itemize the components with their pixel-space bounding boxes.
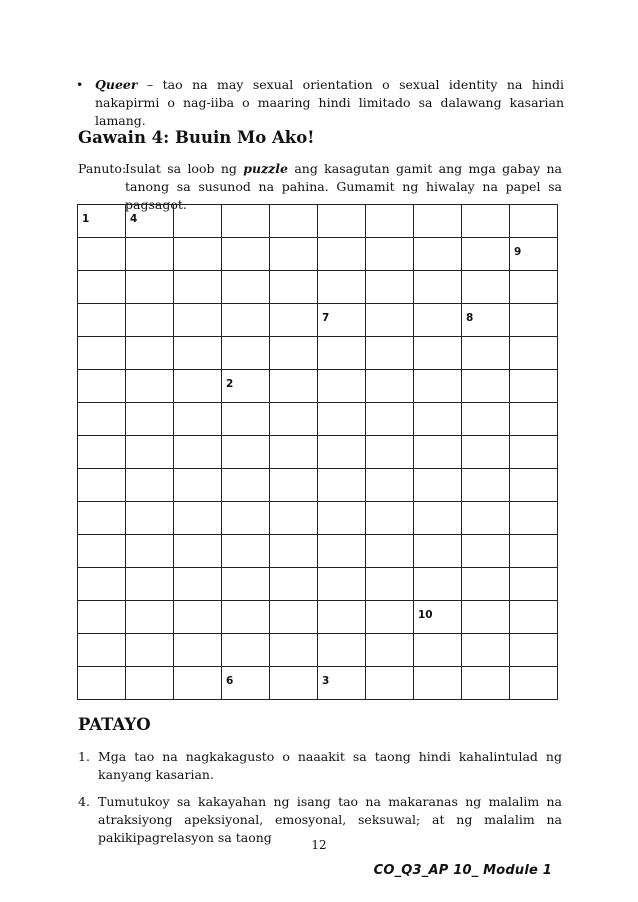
- grid-cell[interactable]: [414, 205, 462, 238]
- grid-cell[interactable]: [510, 370, 558, 403]
- grid-cell[interactable]: [78, 634, 126, 667]
- grid-cell[interactable]: [462, 304, 510, 337]
- grid-cell[interactable]: [78, 205, 126, 238]
- grid-cell[interactable]: [510, 535, 558, 568]
- grid-cell[interactable]: [366, 304, 414, 337]
- grid-cell[interactable]: [366, 535, 414, 568]
- grid-cell[interactable]: [78, 403, 126, 436]
- grid-cell[interactable]: [462, 502, 510, 535]
- instruction-puzzle-word: puzzle: [243, 161, 288, 176]
- grid-cell[interactable]: [126, 667, 174, 700]
- grid-cell[interactable]: [78, 568, 126, 601]
- grid-cell[interactable]: [414, 403, 462, 436]
- grid-cell[interactable]: [78, 238, 126, 271]
- instruction-label: Panuto:: [78, 161, 127, 176]
- grid-cell[interactable]: [270, 568, 318, 601]
- grid-cell[interactable]: [174, 436, 222, 469]
- grid-cell[interactable]: [318, 271, 366, 304]
- grid-cell[interactable]: [414, 601, 462, 634]
- grid-cell[interactable]: [78, 370, 126, 403]
- grid-row: [78, 502, 558, 535]
- grid-cell[interactable]: [78, 436, 126, 469]
- grid-cell[interactable]: [414, 271, 462, 304]
- grid-row: [78, 601, 558, 634]
- grid-cell[interactable]: [222, 205, 270, 238]
- grid-cell[interactable]: [126, 535, 174, 568]
- grid-cell[interactable]: [126, 502, 174, 535]
- grid-cell[interactable]: [270, 535, 318, 568]
- cell-number: 8: [466, 312, 474, 324]
- grid-cell[interactable]: [462, 205, 510, 238]
- grid-cell[interactable]: [462, 535, 510, 568]
- grid-cell[interactable]: [318, 601, 366, 634]
- grid-row: [78, 205, 558, 238]
- grid-cell[interactable]: [510, 601, 558, 634]
- grid-cell[interactable]: [270, 634, 318, 667]
- grid-cell[interactable]: [462, 469, 510, 502]
- grid-row: [78, 271, 558, 304]
- grid-cell[interactable]: [366, 568, 414, 601]
- grid-cell[interactable]: [366, 238, 414, 271]
- grid-cell[interactable]: [462, 337, 510, 370]
- grid-row: [78, 304, 558, 337]
- grid-cell[interactable]: [510, 403, 558, 436]
- grid-cell[interactable]: [174, 205, 222, 238]
- grid-cell[interactable]: [414, 568, 462, 601]
- grid-cell[interactable]: [222, 238, 270, 271]
- grid-row: [78, 403, 558, 436]
- clue-item: [78, 748, 562, 784]
- grid-cell[interactable]: [270, 469, 318, 502]
- grid-cell[interactable]: [174, 238, 222, 271]
- grid-cell[interactable]: [126, 634, 174, 667]
- grid-cell[interactable]: [318, 502, 366, 535]
- grid-cell[interactable]: [462, 436, 510, 469]
- grid-cell[interactable]: [126, 205, 174, 238]
- grid-cell[interactable]: [222, 271, 270, 304]
- grid-row: [78, 370, 558, 403]
- grid-cell[interactable]: [414, 502, 462, 535]
- grid-cell[interactable]: [174, 568, 222, 601]
- grid-cell[interactable]: [462, 370, 510, 403]
- grid-cell[interactable]: [270, 436, 318, 469]
- grid-cell[interactable]: [462, 634, 510, 667]
- grid-cell[interactable]: [222, 337, 270, 370]
- grid-cell[interactable]: [270, 370, 318, 403]
- grid-cell[interactable]: [222, 370, 270, 403]
- grid-row: [78, 238, 558, 271]
- grid-cell[interactable]: [510, 304, 558, 337]
- grid-cell[interactable]: [174, 337, 222, 370]
- grid-cell[interactable]: [270, 205, 318, 238]
- grid-cell[interactable]: [366, 634, 414, 667]
- grid-cell[interactable]: [510, 271, 558, 304]
- grid-row: [78, 568, 558, 601]
- grid-cell[interactable]: [270, 403, 318, 436]
- grid-cell[interactable]: [366, 469, 414, 502]
- bullet-icon: •: [76, 77, 84, 92]
- grid-cell[interactable]: [318, 304, 366, 337]
- grid-cell[interactable]: [318, 403, 366, 436]
- grid-cell[interactable]: [222, 634, 270, 667]
- grid-cell[interactable]: [270, 271, 318, 304]
- grid-cell[interactable]: [174, 535, 222, 568]
- grid-cell[interactable]: [366, 667, 414, 700]
- grid-cell[interactable]: [462, 601, 510, 634]
- grid-cell[interactable]: [222, 535, 270, 568]
- grid-cell[interactable]: [462, 667, 510, 700]
- grid-cell[interactable]: [318, 337, 366, 370]
- grid-row: [78, 535, 558, 568]
- grid-cell[interactable]: [414, 634, 462, 667]
- grid-cell[interactable]: [510, 502, 558, 535]
- grid-cell[interactable]: [174, 271, 222, 304]
- activity-title: Gawain 4: Buuin Mo Ako!: [78, 128, 315, 147]
- definition-text: [95, 76, 564, 130]
- clue-number: 4.: [78, 794, 90, 809]
- grid-cell[interactable]: [270, 304, 318, 337]
- grid-cell[interactable]: [126, 238, 174, 271]
- cell-number: 1: [82, 213, 90, 225]
- grid-cell[interactable]: [126, 370, 174, 403]
- grid-cell[interactable]: [126, 337, 174, 370]
- grid-cell[interactable]: [366, 271, 414, 304]
- grid-cell[interactable]: [270, 667, 318, 700]
- grid-cell[interactable]: [462, 271, 510, 304]
- grid-cell[interactable]: [510, 205, 558, 238]
- grid-cell[interactable]: [174, 469, 222, 502]
- grid-row: [78, 337, 558, 370]
- grid-cell[interactable]: [78, 304, 126, 337]
- cell-number: 4: [130, 213, 138, 225]
- grid-cell[interactable]: [318, 205, 366, 238]
- cell-number: 10: [418, 609, 433, 621]
- grid-cell[interactable]: [510, 238, 558, 271]
- grid-cell[interactable]: [78, 271, 126, 304]
- grid-cell[interactable]: [462, 403, 510, 436]
- instruction-after: ang kasagutan gamit ang mga gabay na tanong sa susunod na pahina. Gumamit ng hiwalay na papel sa pagsagot.: [125, 161, 563, 212]
- definition-body: – tao na may sexual orientation o sexual identity na hindi nakapirmi o nag-iiba o maaring hindi limitado sa dalawang kasarian lamang.: [95, 77, 564, 128]
- grid-cell[interactable]: [222, 667, 270, 700]
- grid-cell[interactable]: [366, 436, 414, 469]
- grid-cell[interactable]: [270, 337, 318, 370]
- grid-row: [78, 436, 558, 469]
- grid-cell[interactable]: [174, 502, 222, 535]
- grid-cell[interactable]: [78, 535, 126, 568]
- grid-cell[interactable]: [462, 238, 510, 271]
- grid-cell[interactable]: [366, 403, 414, 436]
- definition-queer: [78, 76, 564, 130]
- clue-text: Mga tao na nagkakagusto o naaakit sa taong hindi kahalintulad ng kanyang kasarian.: [98, 749, 562, 782]
- grid-cell[interactable]: [414, 337, 462, 370]
- grid-cell[interactable]: [126, 601, 174, 634]
- grid-cell[interactable]: [78, 601, 126, 634]
- grid-cell[interactable]: [126, 568, 174, 601]
- grid-cell[interactable]: [510, 568, 558, 601]
- grid-cell[interactable]: [414, 370, 462, 403]
- grid-cell[interactable]: [78, 337, 126, 370]
- grid-cell[interactable]: [78, 502, 126, 535]
- grid-cell[interactable]: [222, 601, 270, 634]
- page-number: 12: [311, 838, 327, 852]
- grid-cell[interactable]: [174, 667, 222, 700]
- grid-cell[interactable]: [318, 238, 366, 271]
- grid-cell[interactable]: [414, 535, 462, 568]
- grid-cell[interactable]: [510, 469, 558, 502]
- grid-cell[interactable]: [126, 436, 174, 469]
- grid-cell[interactable]: [414, 436, 462, 469]
- grid-row: [78, 667, 558, 700]
- grid-cell[interactable]: [318, 469, 366, 502]
- grid-cell[interactable]: [222, 469, 270, 502]
- grid-cell[interactable]: [222, 403, 270, 436]
- grid-cell[interactable]: [78, 667, 126, 700]
- grid-cell[interactable]: [414, 469, 462, 502]
- grid-cell[interactable]: [318, 634, 366, 667]
- grid-cell[interactable]: [78, 469, 126, 502]
- definition-term: Queer: [95, 77, 138, 92]
- grid-cell[interactable]: [318, 370, 366, 403]
- grid-cell[interactable]: [270, 238, 318, 271]
- cell-number: 3: [322, 675, 330, 687]
- grid-cell[interactable]: [510, 337, 558, 370]
- grid-cell[interactable]: [222, 436, 270, 469]
- grid-cell[interactable]: [414, 238, 462, 271]
- grid-cell[interactable]: [366, 370, 414, 403]
- crossword-grid: [77, 204, 558, 700]
- grid-cell[interactable]: [270, 502, 318, 535]
- grid-cell[interactable]: [222, 304, 270, 337]
- grid-cell[interactable]: [414, 304, 462, 337]
- grid-cell[interactable]: [318, 436, 366, 469]
- grid-cell[interactable]: [462, 568, 510, 601]
- grid-cell[interactable]: [318, 568, 366, 601]
- cell-number: 6: [226, 675, 234, 687]
- grid-cell[interactable]: [174, 601, 222, 634]
- grid-cell[interactable]: [126, 469, 174, 502]
- cell-number: 7: [322, 312, 330, 324]
- instruction-before: Isulat sa loob ng: [125, 161, 244, 176]
- grid-cell[interactable]: [222, 502, 270, 535]
- grid-cell[interactable]: [126, 403, 174, 436]
- grid-cell[interactable]: [174, 304, 222, 337]
- module-code: CO_Q3_AP 10_ Module 1: [373, 863, 552, 878]
- grid-cell[interactable]: [366, 205, 414, 238]
- grid-cell[interactable]: [510, 634, 558, 667]
- grid-cell[interactable]: [318, 535, 366, 568]
- grid-cell[interactable]: [222, 568, 270, 601]
- grid-row: [78, 469, 558, 502]
- grid-cell[interactable]: [510, 436, 558, 469]
- grid-cell[interactable]: [174, 370, 222, 403]
- grid-cell[interactable]: [366, 337, 414, 370]
- grid-cell[interactable]: [126, 271, 174, 304]
- grid-cell[interactable]: [318, 667, 366, 700]
- down-section-title: PATAYO: [78, 715, 151, 734]
- grid-cell[interactable]: [366, 502, 414, 535]
- grid-cell[interactable]: [510, 667, 558, 700]
- cell-number: 9: [514, 246, 522, 258]
- cell-number: 2: [226, 378, 234, 390]
- grid-cell[interactable]: [270, 601, 318, 634]
- clue-number: 1.: [78, 749, 90, 764]
- grid-cell[interactable]: [174, 403, 222, 436]
- grid-cell[interactable]: [126, 304, 174, 337]
- grid-cell[interactable]: [414, 667, 462, 700]
- grid-cell[interactable]: [366, 601, 414, 634]
- grid-row: [78, 634, 558, 667]
- grid-cell[interactable]: [174, 634, 222, 667]
- clue-text: Tumutukoy sa kakayahan ng isang tao na makaranas ng malalim na atraksiyong apeksiyonal, emosyonal, seksuwal; at ng malalim na pakikipagrelasyon sa taong: [98, 794, 562, 845]
